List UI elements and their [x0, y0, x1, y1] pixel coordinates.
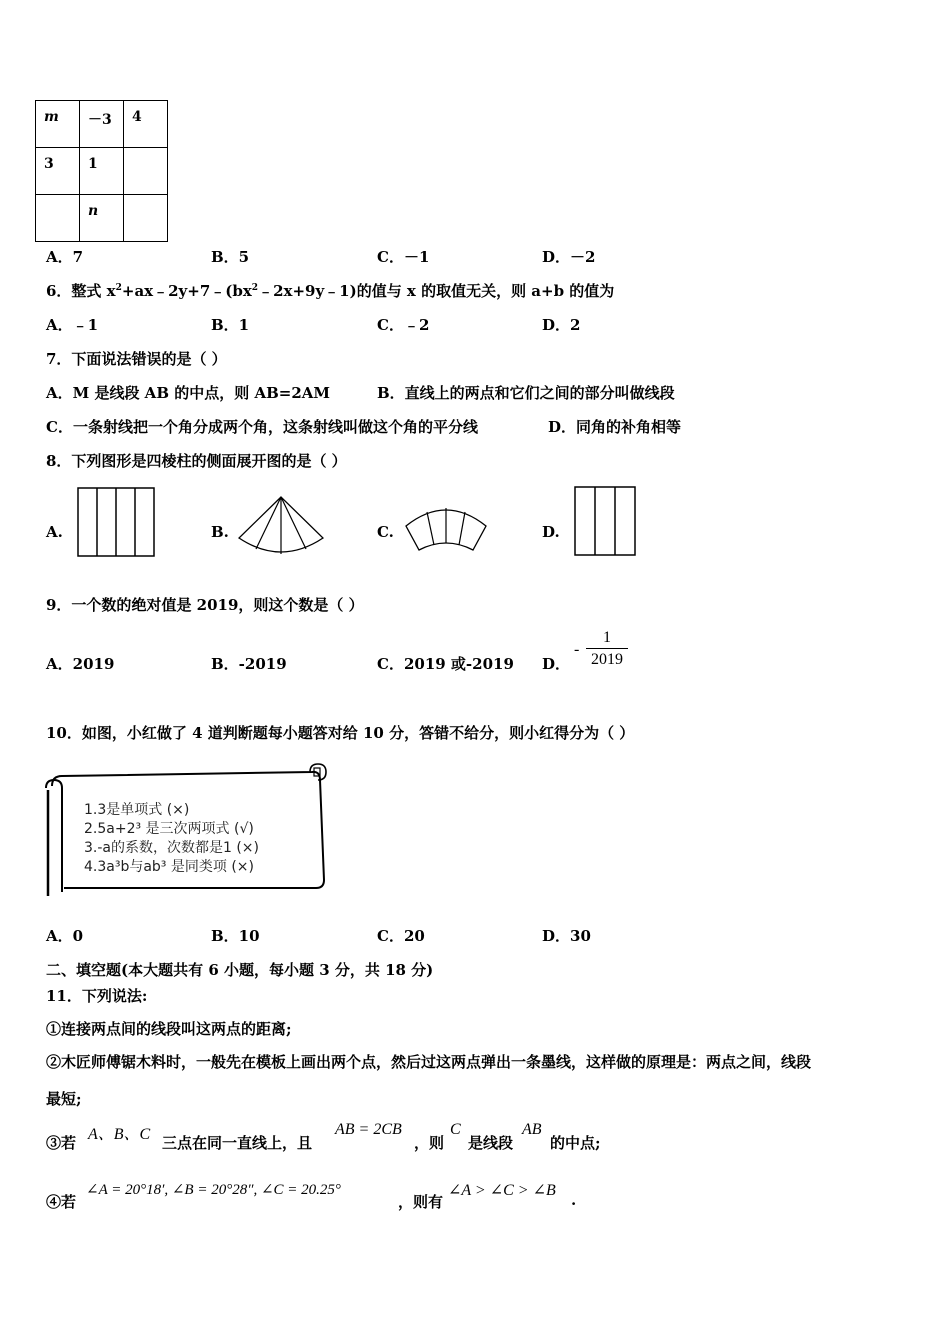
grid-row	[36, 195, 168, 242]
q11-s3-mid: 三点在同一直线上，且	[162, 1134, 313, 1152]
grid-cell: 1	[80, 148, 124, 195]
figure-d-three-rects	[574, 486, 636, 556]
q5-option-d: D．－2	[542, 248, 596, 266]
q6-stem-mid: +ax﹣2y+7﹣(bx	[121, 282, 252, 300]
q11-s3-end: 的中点;	[550, 1134, 601, 1152]
number-grid	[35, 100, 168, 242]
figure-a-four-rects	[77, 487, 155, 557]
q11-s3-is: 是线段	[468, 1134, 514, 1152]
grid-cell: －3	[80, 101, 124, 148]
q7-option-a: A．M 是线段 AB 的中点，则 AB=2AM	[46, 384, 331, 402]
q6-stem-suffix: ﹣2x+9y﹣1)的值与 x 的取值无关，则 a+b 的值为	[258, 282, 615, 300]
scroll-line-4: 4.3a³b与ab³ 是同类项 (×)	[84, 859, 254, 875]
q6-stem	[46, 280, 614, 301]
q6-option-a: A．﹣1	[46, 316, 99, 334]
grid-cell: 4	[124, 101, 168, 148]
q5-option-b: B．5	[211, 248, 250, 266]
q6-sup: 2	[251, 283, 259, 293]
section-2-title: 二、填空题(本大题共有 6 小题，每小题 3 分，共 18 分)	[46, 961, 434, 979]
grid-cell	[124, 148, 168, 195]
grid-cell	[124, 195, 168, 242]
q8-option-d: D.	[542, 523, 560, 541]
q9-option-d: D．	[542, 655, 571, 673]
q8-option-c: C.	[377, 523, 394, 541]
q6-option-b: B．1	[211, 316, 250, 334]
q11-s4-end: .	[571, 1191, 577, 1209]
q6-option-c: C．﹣2	[377, 316, 430, 334]
q9-option-a: A．2019	[46, 655, 115, 673]
q11-s3-ab: AB	[522, 1121, 542, 1138]
scroll-line-1: 1.3是单项式 (×)	[84, 802, 190, 818]
q9-option-c: C．2019 或-2019	[377, 655, 514, 673]
q11-statement-2a: ②木匠师傅锯木料时，一般先在模板上画出两个点，然后过这两点弹出一条墨线，这样做的原理是：两点之间，线段	[46, 1053, 812, 1071]
scroll-line-3: 3.-a的系数，次数都是1 (×)	[84, 840, 259, 856]
q7-option-c: C．一条射线把一个角分成两个角，这条射线叫做这个角的平分线	[46, 418, 478, 436]
q6-option-d: D．2	[542, 316, 581, 334]
q11-s3-points: A、B、C	[88, 1126, 151, 1143]
grid-cell: m	[36, 101, 80, 148]
grid-cell	[36, 195, 80, 242]
figure-b-fan	[236, 494, 326, 560]
q7-option-d: D．同角的补角相等	[548, 418, 682, 436]
q11-statement-2b: 最短;	[46, 1090, 82, 1108]
q11-s3-prefix: ③若	[46, 1134, 77, 1152]
q5-option-a: A．7	[46, 248, 84, 266]
grid-cell: 3	[36, 148, 80, 195]
q6-stem-prefix: 6．整式 x	[46, 282, 116, 300]
figure-c-annular-sector	[403, 496, 489, 556]
q9-stem: 9．一个数的绝对值是 2019，则这个数是（ ）	[46, 596, 364, 614]
q8-option-b: B.	[211, 523, 229, 541]
q7-stem: 7．下面说法错误的是（ ）	[46, 350, 227, 368]
q10-option-d: D．30	[542, 927, 591, 945]
q8-option-a: A.	[46, 523, 63, 541]
q10-option-a: A．0	[46, 927, 84, 945]
q11-s4-inequality: ∠A > ∠C > ∠B	[448, 1182, 556, 1199]
q11-s4-prefix: ④若	[46, 1193, 77, 1211]
grid-row	[36, 148, 168, 195]
q6-sup: 2	[115, 283, 122, 293]
grid-cell: n	[80, 195, 124, 242]
q11-s4-then: ，则有	[398, 1193, 444, 1211]
q9-d-sign: -	[574, 641, 580, 658]
q10-stem: 10．如图，小红做了 4 道判断题每小题答对给 10 分，答错不给分，则小红得分为（ ）	[46, 724, 635, 742]
q11-s3-then: ，则	[414, 1134, 445, 1152]
fraction-denominator: 2019	[591, 651, 623, 668]
q7-option-b: B．直线上的两点和它们之间的部分叫做线段	[377, 384, 675, 402]
scroll-line-2: 2.5a+2³ 是三次两项式 (√)	[84, 821, 254, 837]
q11-stem: 11．下列说法:	[46, 987, 148, 1005]
q11-s3-c: C	[450, 1121, 461, 1138]
q5-option-c: C．－1	[377, 248, 430, 266]
q10-option-c: C．20	[377, 927, 425, 945]
q10-option-b: B．10	[211, 927, 260, 945]
q9-d-fraction	[586, 628, 628, 671]
q9-option-b: B．-2019	[211, 655, 287, 673]
fraction-numerator: 1	[603, 629, 611, 646]
q8-stem: 8．下列图形是四棱柱的侧面展开图的是（ ）	[46, 452, 347, 470]
q11-s3-equation: AB = 2CB	[335, 1121, 402, 1138]
q11-s4-equation: ∠A = 20°18′, ∠B = 20°28″, ∠C = 20.25°	[86, 1182, 341, 1198]
q11-statement-1: ①连接两点间的线段叫这两点的距离;	[46, 1020, 292, 1038]
grid-row	[36, 101, 168, 148]
